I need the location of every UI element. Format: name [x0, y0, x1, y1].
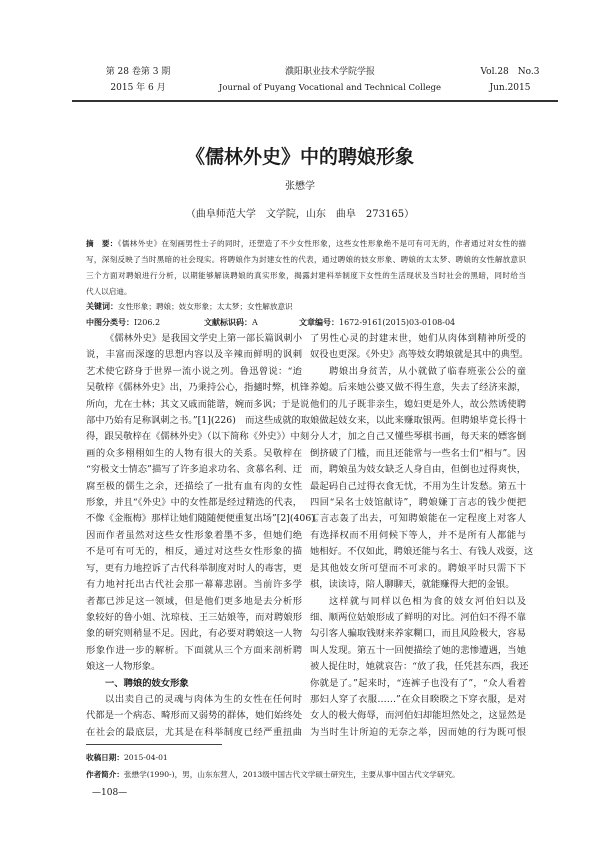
- body-right-column: [310, 331, 534, 741]
- body-line: 者都已涉足这一领域，但是他们更多地是去分析形: [86, 595, 302, 607]
- date-cn: 2015 年 6 月: [110, 83, 166, 93]
- body-line: 代都是一个病态、畸形而又弱势的群体，她们始终处: [86, 710, 302, 722]
- keywords: [86, 299, 293, 315]
- clc-value: I206.2: [134, 318, 161, 327]
- section-heading: 一、聘娘的妓女形象: [105, 677, 189, 689]
- abstract-line: 代人以启迪。: [86, 287, 132, 296]
- author-affiliation: （曲阜师范大学 文学院，山东 曲阜 273165）: [185, 209, 415, 220]
- keywords-value: 女性形象；聘娘；妓女形象；太太梦；女性解放意识: [118, 302, 293, 311]
- body-line: 艺术使它跻身于世界一流小说之列。鲁迅曾说：“迨: [86, 365, 302, 377]
- body-line: 你就是了。”起来时，“连裤子也没有了”，“众人看着: [310, 677, 526, 689]
- author-bio-label: 作者简介：: [86, 770, 124, 779]
- journal-en: Journal of Puyang Vocational and Technical College: [218, 83, 442, 93]
- issue-info-en: [460, 64, 560, 96]
- body-line: 女人的极大侮辱，而河伯妇却能坦然处之，这显然是: [310, 710, 526, 722]
- received-value: 2015-04-01: [123, 753, 168, 762]
- author-bio-text: 张懋学(1990-)，男，山东东营人，2013级中国古代文学硕士研究生，主要从事中国古代文学研究。: [123, 770, 460, 779]
- article-title: 《儒林外史》中的聘娘形象: [185, 146, 414, 168]
- author-bio: [86, 767, 460, 783]
- body-line: 丁言志轰了出去，可知聘娘能在一定程度上对客人: [310, 513, 526, 525]
- volume-en: Vol.28 No.3: [480, 67, 540, 77]
- body-line: 这样就与同样以色相为食的妓女河伯妇以及: [329, 595, 526, 607]
- footnote-rule: [86, 744, 222, 745]
- body-line: 形象作进一步的解析。下面就从三个方面来剖析聘: [86, 644, 302, 656]
- abstract-line: [86, 236, 526, 252]
- body-line: 了男性心灵的封建末世，她们从肉体到精神所受的: [310, 333, 526, 344]
- body-line: 以出卖自己的灵魂与肉体为生的女性在任何时: [105, 693, 302, 705]
- body-line: 倒挤破了门槛，而且还能常与一些名士们“相与”。因: [310, 447, 526, 459]
- header-rule: [72, 100, 558, 102]
- body-line: 被人捉住时，她就哀告：“放了我，任凭甚东西，我还: [310, 661, 529, 673]
- abstract-line: 三个方面对聘娘进行分析，以期能够解读聘娘的真实形象，揭露封建科举制度下女性的生活现状及当时社会的黑暗，同时给当: [86, 271, 526, 280]
- body-left-column: [86, 331, 325, 741]
- received-label: 收稿日期：: [86, 753, 124, 762]
- article-no-label: 文章编号：: [299, 318, 339, 327]
- body-line: 那妇人穿了衣服……”在众目睽睽之下穿衣服，是对: [310, 693, 526, 705]
- body-line: 而，聘娘虽为妓女缺乏人身自由，但倒也过得爽快，: [310, 464, 526, 476]
- body-line: 勾引客人骗取钱财来养家糊口，而且风险极大，容易: [310, 628, 526, 640]
- abstract-line: 写，深刻反映了当时黑暗的社会现实。将聘娘作为封建女性的代表，通过聘娘的妓女形象、聘娘的太太梦、聘娘的女性解放意识: [86, 255, 526, 264]
- body-line: 《儒林外史》是我国文学史上第一部长篇讽刺小: [105, 333, 302, 344]
- body-line: 分人才，加之自己又懂些琴棋书画，每天来的嫖客倒: [310, 431, 526, 443]
- body-line: 写，更有力地控诉了古代科举制度对时人的毒害，更: [86, 562, 302, 574]
- article-author: 张懋学: [285, 181, 315, 192]
- issue-info: [88, 64, 188, 96]
- body-line: 奴役也更深。《外史》高等妓女聘娘就是其中的典型。: [310, 349, 529, 361]
- body-line: 娘做起妓女来，以此来赚取银两。但聘娘毕竟长得十: [310, 415, 526, 427]
- body-line: 有选择权而不用伺候下等人，并不是所有人都能与: [310, 529, 526, 541]
- body-line: 为当时生计所迫的无奈之举，因而她的行为既可恨: [310, 726, 526, 738]
- article-no-value: 1672-9161(2015)03-0108-04: [339, 318, 456, 327]
- body-line: 因而作者虽然对这些女性形象着墨不多，但她们绝: [86, 529, 302, 541]
- body-line: 最起码自己过得衣食无忧，不用为生计发愁。第五十: [310, 480, 526, 492]
- body-line: 棋，读读诗，陪人聊聊天，就能赚得大把的金银。: [310, 579, 515, 591]
- body-line: 她相好。不仅如此，聘娘还能与名士、有钱人戏耍，这: [310, 546, 534, 558]
- body-line: 象的研究则稍显不足。因此，有必要对聘娘这一人物: [86, 628, 302, 640]
- abstract: [86, 236, 526, 300]
- received-date: [86, 750, 168, 766]
- body-line: 象较好的鲁小姐、沈琼枝、王三姑娘等，而对聘娘形: [86, 611, 302, 623]
- body-line: 得，跟吴敬梓在《儒林外史》（以下简称《外史》）中刻: [86, 431, 310, 443]
- body-line: 四回“呆名士妓馆献诗”，聘娘嫌丁言志的钱少便把: [310, 497, 526, 509]
- keywords-label: 关键词：: [86, 302, 118, 311]
- body-line: 所向，尤在士林；其文又戚而能谐，婉而多讽；于是说: [86, 398, 310, 410]
- body-line: 他们的儿子既非亲生，媳妇更是外人，故公然诱使聘: [310, 398, 526, 410]
- body-line: 聘娘出身贫苦，从小就做了临春班张公公的童: [329, 365, 526, 377]
- body-line: 不是可有可无的，相反，通过对这些女性形象的描: [86, 546, 302, 558]
- classification: [86, 315, 526, 331]
- body-line: 叫人发现。第五十一回便描绘了她的悲惨遭遇，当她: [310, 644, 526, 656]
- doc-code-label: 文献标识码：: [204, 318, 252, 327]
- body-line: 细、顺两位姑娘形成了鲜明的对比。河伯妇不得不靠: [310, 611, 526, 623]
- body-line: 形象，并且“《外史》中的女性都是经过精选的代表，: [86, 497, 302, 509]
- body-line: “穷极文士情态”描写了许多追求功名、贪慕名利、迂: [86, 464, 302, 476]
- abstract-text: 《儒林外史》在刻画男性士子的同时，还塑造了不少女性形象，这些女性形象绝不是可有可无的，作者通过对女性的描: [117, 239, 526, 248]
- doc-code-value: A: [252, 318, 258, 327]
- volume-cn: 第 28 卷第 3 期: [105, 67, 171, 77]
- body-line: 有力地衬托出古代社会那一幕幕悲剧。当前许多学: [86, 579, 302, 591]
- journal-cn: 濮阳职业技术学院学报: [284, 67, 375, 77]
- body-line: 画的众多栩栩如生的人物有很大的关系。吴敬梓在: [86, 447, 302, 459]
- body-line: 在社会的最底层，尤其是在科举制度已经严重扭曲: [86, 726, 302, 738]
- body-line: 部中乃始有足称讽刺之书。”[1](226) 而这些成就的取: [86, 415, 311, 427]
- journal-name: [200, 64, 460, 96]
- body-line: 养媳。后来她公婆又做不得生意，失去了经济来源，: [310, 382, 526, 394]
- body-line: 是其他妓女所可望而不可求的。聘娘平时只需下下: [310, 562, 526, 574]
- body-line: 吴敬梓《儒林外史》出，乃秉持公心，指擿时弊，机锋: [86, 382, 310, 394]
- page-number: —108—: [92, 788, 128, 798]
- body-line: 腐至极的儒生之余，还描绘了一批有血有肉的女性: [86, 480, 302, 492]
- body-line: 说，丰富而深邃的思想内容以及辛辣而鲜明的讽刺: [86, 349, 302, 361]
- date-en: Jun.2015: [489, 83, 531, 93]
- body-line: 娘这一人物形象。: [86, 661, 161, 673]
- clc-label: 中图分类号：: [86, 318, 134, 327]
- body-line: 不像《金瓶梅》那样让她们随随便便重复出场”[2](406)。: [86, 513, 325, 525]
- abstract-label: 摘 要：: [86, 239, 118, 248]
